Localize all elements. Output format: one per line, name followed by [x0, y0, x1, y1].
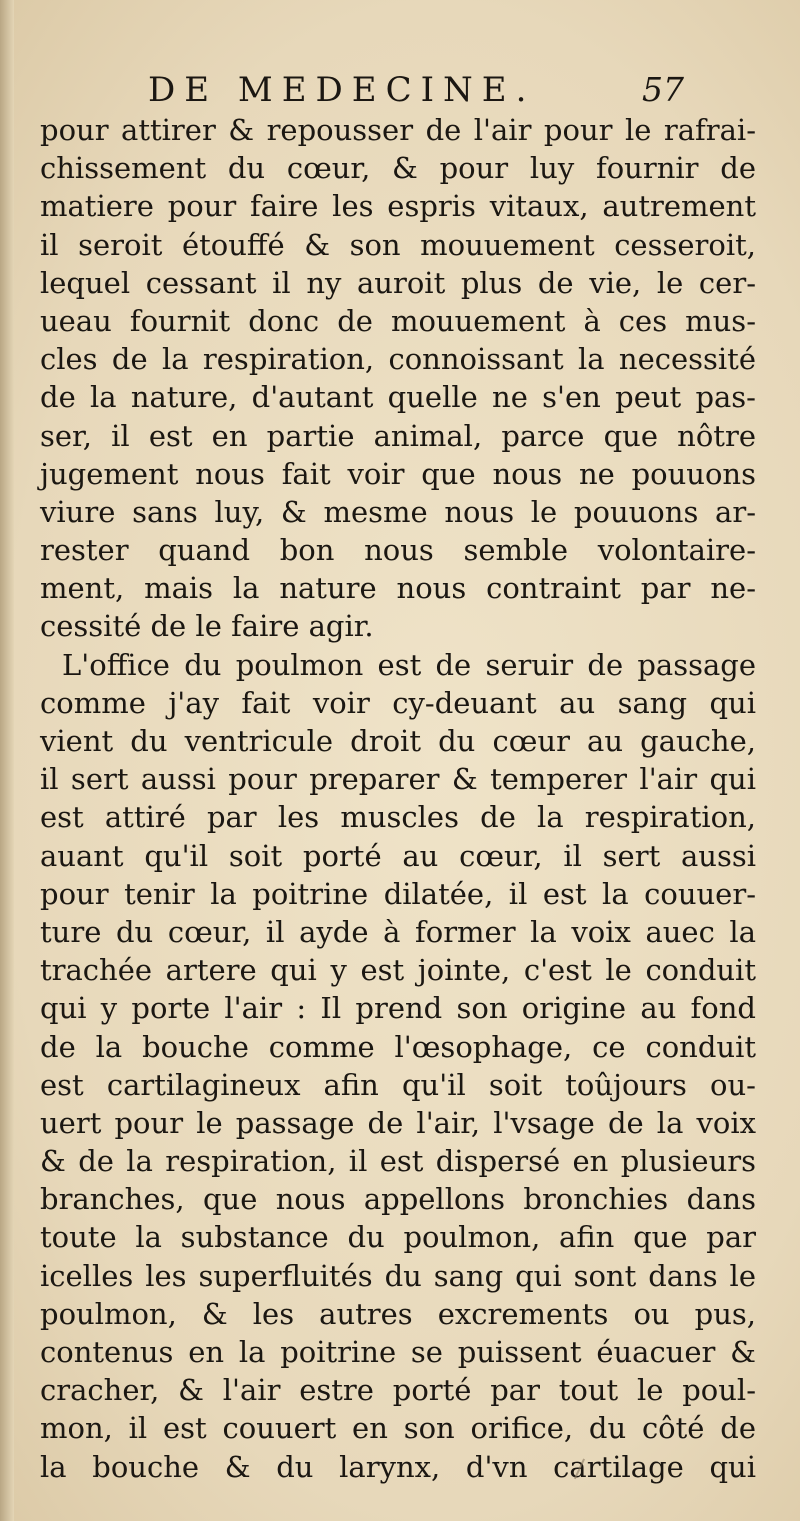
- text-line: est attiré par les muscles de la respiration,: [40, 800, 756, 835]
- text-line: jugement nous fait voir que nous ne pouuons: [40, 456, 756, 491]
- body-text: [40, 111, 756, 1486]
- text-line: est cartilagineux afin qu'il soit toûjours ou-: [40, 1067, 756, 1102]
- text-line: cracher, & l'air estre porté par tout le poul-: [40, 1373, 756, 1408]
- text-line: de la nature, d'autant quelle ne s'en peut pas-: [40, 380, 756, 415]
- text-line: ueau fournit donc de mouuement à ces mus-: [40, 303, 756, 338]
- text-line: chissement du cœur, & pour luy fournir de: [40, 151, 756, 186]
- text-line: qui y porte l'air : Il prend son origine au fond: [40, 991, 756, 1026]
- text-line: ser, il est en partie animal, parce que nôtre: [40, 418, 756, 453]
- text-line: comme j'ay fait voir cy-deuant au sang qui: [40, 685, 756, 720]
- text-line: viure sans luy, & mesme nous le pouuons ar-: [40, 494, 756, 529]
- text-line: trachée artere qui y est jointe, c'est le conduit: [40, 953, 756, 988]
- text-line: uert pour le passage de l'air, l'vsage de la voix: [40, 1105, 756, 1140]
- page-header: [148, 70, 688, 114]
- text-line: cessité de le faire agir.: [40, 609, 374, 644]
- text-line: il seroit étouffé & son mouuement cesseroit,: [40, 227, 756, 262]
- text-line: lequel cessant il ny auroit plus de vie, le cer-: [40, 265, 756, 300]
- running-head: DE MEDECINE.: [148, 70, 536, 110]
- text-line: mon, il est couuert en son orifice, du côté de: [40, 1411, 756, 1446]
- text-line: branches, que nous appellons bronchies dans: [40, 1182, 756, 1217]
- text-line: icelles les superfluités du sang qui sont dans le: [40, 1258, 756, 1293]
- paragraph-start-line: L'office du poulmon est de seruir de passage: [62, 647, 756, 682]
- page-gutter-shadow: [0, 0, 14, 1521]
- text-line: ture du cœur, il ayde à former la voix auec la: [40, 914, 756, 949]
- text-line: matiere pour faire les espris vitaux, autrement: [40, 189, 756, 224]
- text-line: pour tenir la poitrine dilatée, il est la couuer-: [40, 876, 756, 911]
- text-line: contenus en la poitrine se puissent éuacuer &: [40, 1335, 756, 1369]
- text-line: vient du ventricule droit du cœur au gauche,: [40, 724, 756, 758]
- text-line: il sert aussi pour preparer & temperer l'air qui: [40, 762, 756, 797]
- text-line: rester quand bon nous semble volontaire-: [40, 533, 756, 568]
- text-line: poulmon, & les autres excrements ou pus,: [40, 1296, 756, 1331]
- text-line: pour attirer & repousser de l'air pour le rafrai-: [40, 113, 756, 147]
- text-line: toute la substance du poulmon, afin que par: [40, 1220, 756, 1255]
- text-line: de la bouche comme l'œsophage, ce conduit: [40, 1029, 756, 1064]
- text-line: la bouche & du larynx, d'vn cartilage qui: [40, 1449, 756, 1484]
- text-line: & de la respiration, il est dispersé en plusieurs: [40, 1144, 756, 1179]
- text-line: auant qu'il soit porté au cœur, il sert aussi: [40, 838, 756, 873]
- page-number: 57: [642, 70, 684, 109]
- text-line: cles de la respiration, connoissant la necessité: [40, 342, 756, 377]
- text-line: ment, mais la nature nous contraint par ne-: [40, 571, 756, 606]
